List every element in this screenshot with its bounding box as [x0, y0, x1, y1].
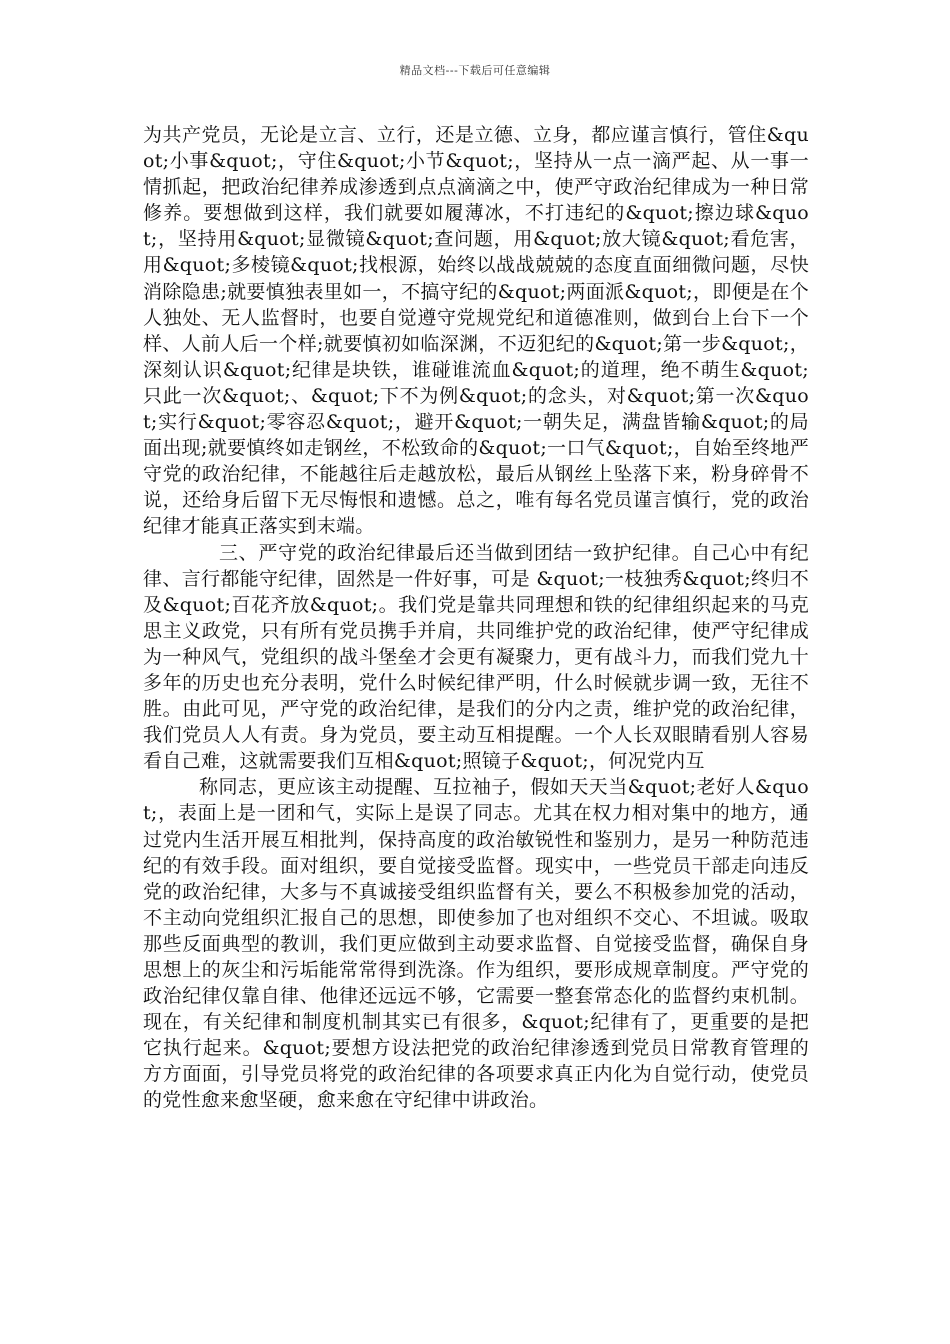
page-header: 精品文档---下载后可任意编辑: [399, 64, 551, 77]
paragraph-1: 为共产党员，无论是立言、立行，还是立德、立身，都应谨言慎行，管住&quot;小事&quot;，守住&quot;小节&quot;，坚持从一点一滴严起、从一事一情抓起，把政治纪律养成渗透到点点滴滴之中，使严守政治纪律成为一种日常修养。要想做到这样，我们就要如履薄冰，不打违纪的&quot;擦边球&quot;，坚持用&quot;显微镜&quot;查问题，用&quot;放大镜&quot;看危害，用&quot;多棱镜&quot;找根源，始终以战战兢兢的态度直面细微问题，尽快消除隐患;就要慎独表里如一，不搞守纪的&quot;两面派&quot;，即便是在个人独处、无人监督时，也要自觉遵守党规党纪和道德准则，做到台上台下一个样、人前人后一个样;就要慎初如临深渊，不迈犯纪的&quot;第一步&quot;，深刻认识&quot;纪律是块铁，谁碰谁流血&quot;的道理，绝不萌生&quot;只此一次&quot;、&quot;下不为例&quot;的念头，对&quot;第一次&quot;实行&quot;零容忍&quot;，避开&quot;一朝失足，满盘皆输&quot;的局面出现;就要慎终如走钢丝，不松致命的&quot;一口气&quot;，自始至终地严守党的政治纪律，不能越往后走越放松，最后从钢丝上坠落下来，粉身碎骨不说，还给身后留下无尽悔恨和遗憾。总之，唯有每名党员谨言慎行，党的政治纪律才能真正落实到末端。: [143, 124, 809, 538]
document-body: [143, 122, 809, 1114]
paragraph-2: 三、严守党的政治纪律最后还当做到团结一致护纪律。自己心中有纪律、言行都能守纪律，固然是一件好事，可是 &quot;一枝独秀&quot;终归不及&quot;百花齐放&quot;。我们党是靠共同理想和铁的纪律组织起来的马克思主义政党，只有所有党员携手并肩，共同维护党的政治纪律，使严守纪律成为一种风气，党组织的战斗堡垒才会更有凝聚力，更有战斗力，而我们党九十多年的历史也充分表明，党什么时候纪律严明，什么时候就步调一致，无往不胜。由此可见，严守党的政治纪律，是我们的分内之责，维护党的政治纪律，我们党员人人有责。身为党员，要主动互相提醒。一个人长双眼睛看别人容易看自己难，这就需要我们互相&quot;照镜子&quot;，何况党内互: [143, 541, 809, 773]
paragraph-3: 称同志，更应该主动提醒、互拉袖子，假如天天当&quot;老好人&quot;，表面上是一团和气，实际上是误了同志。尤其在权力相对集中的地方，通过党内生活开展互相批判，保持高度的政治敏锐性和鉴别力，是另一种防范违纪的有效手段。面对组织，要自觉接受监督。现实中，一些党员干部走向违反党的政治纪律，大多与不真诚接受组织监督有关，要么不积极参加党的活动，不主动向党组织汇报自己的思想，即使参加了也对组织不交心、不坦诚。吸取那些反面典型的教训，我们更应做到主动要求监督、自觉接受监督，确保自身思想上的灰尘和污垢能常常得到洗涤。作为组织，要形成规章制度。严守党的政治纪律仅靠自律、他律还远远不够，它需要一整套常态化的监督约束机制。现在，有关纪律和制度机制其实已有很多，&quot;纪律有了，更重要的是把它执行起来。&quot;要想方设法把党的政治纪律渗透到党员日常教育管理的方方面面，引导党员将党的政治纪律的各项要求真正内化为自觉行动，使党员的党性愈来愈坚硬，愈来愈在守纪律中讲政治。: [143, 776, 809, 1112]
